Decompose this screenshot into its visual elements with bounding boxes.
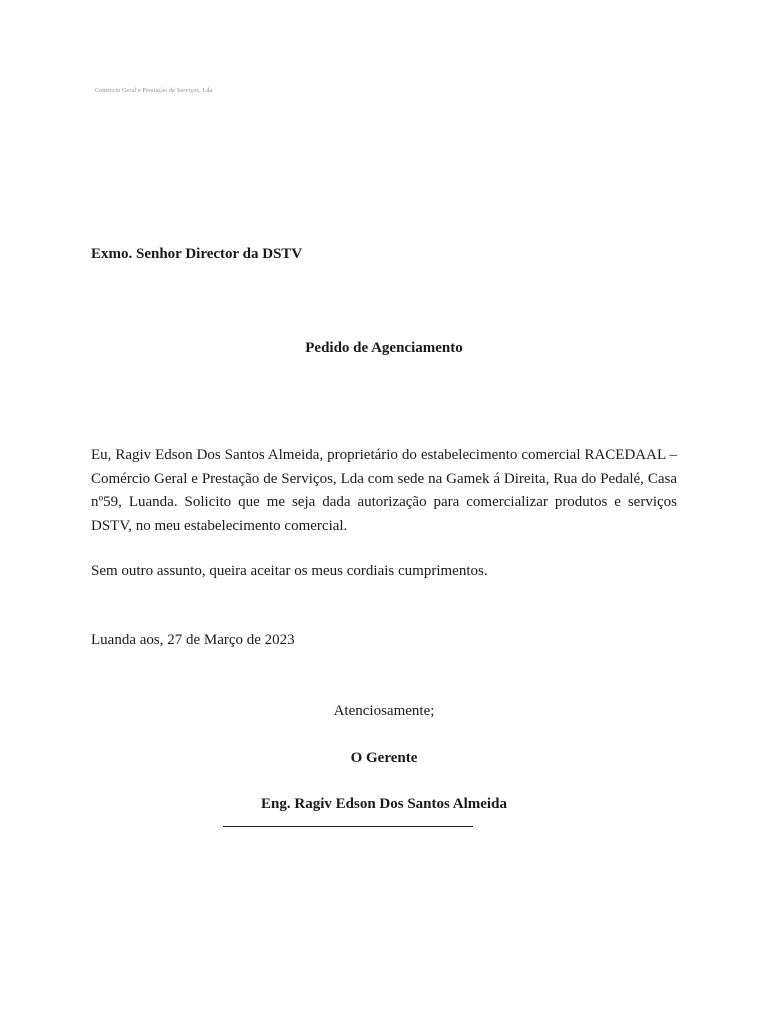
closing-paragraph: Sem outro assunto, queira aceitar os meus cordiais cumprimentos.: [91, 563, 488, 579]
date-line: Luanda aos, 27 de Março de 2023: [91, 632, 295, 648]
signer-name: Eng. Ragiv Edson Dos Santos Almeida: [261, 796, 507, 812]
recipient-line: Exmo. Senhor Director da DSTV: [91, 246, 303, 262]
valediction: Atenciosamente;: [333, 703, 435, 719]
signer-role: O Gerente: [350, 750, 418, 766]
body-paragraph: Eu, Ragiv Edson Dos Santos Almeida, proprietário do estabelecimento comercial RACEDAAL – Comércio Geral e Prestação de Serviços, Lda com sede na Gamek á Direita, Rua do Pedalé, Casa nº59, Luanda. Solicito que me seja dada autorização para comercializar produtos e serviços DSTV, no meu estabelecimento comercial.: [91, 447, 677, 534]
letter-subject: Pedido de Agenciamento: [305, 340, 463, 356]
letterhead-note: Comercio Geral e Prestação de Serviços, Lda: [95, 88, 213, 94]
signature-line: [223, 826, 473, 827]
